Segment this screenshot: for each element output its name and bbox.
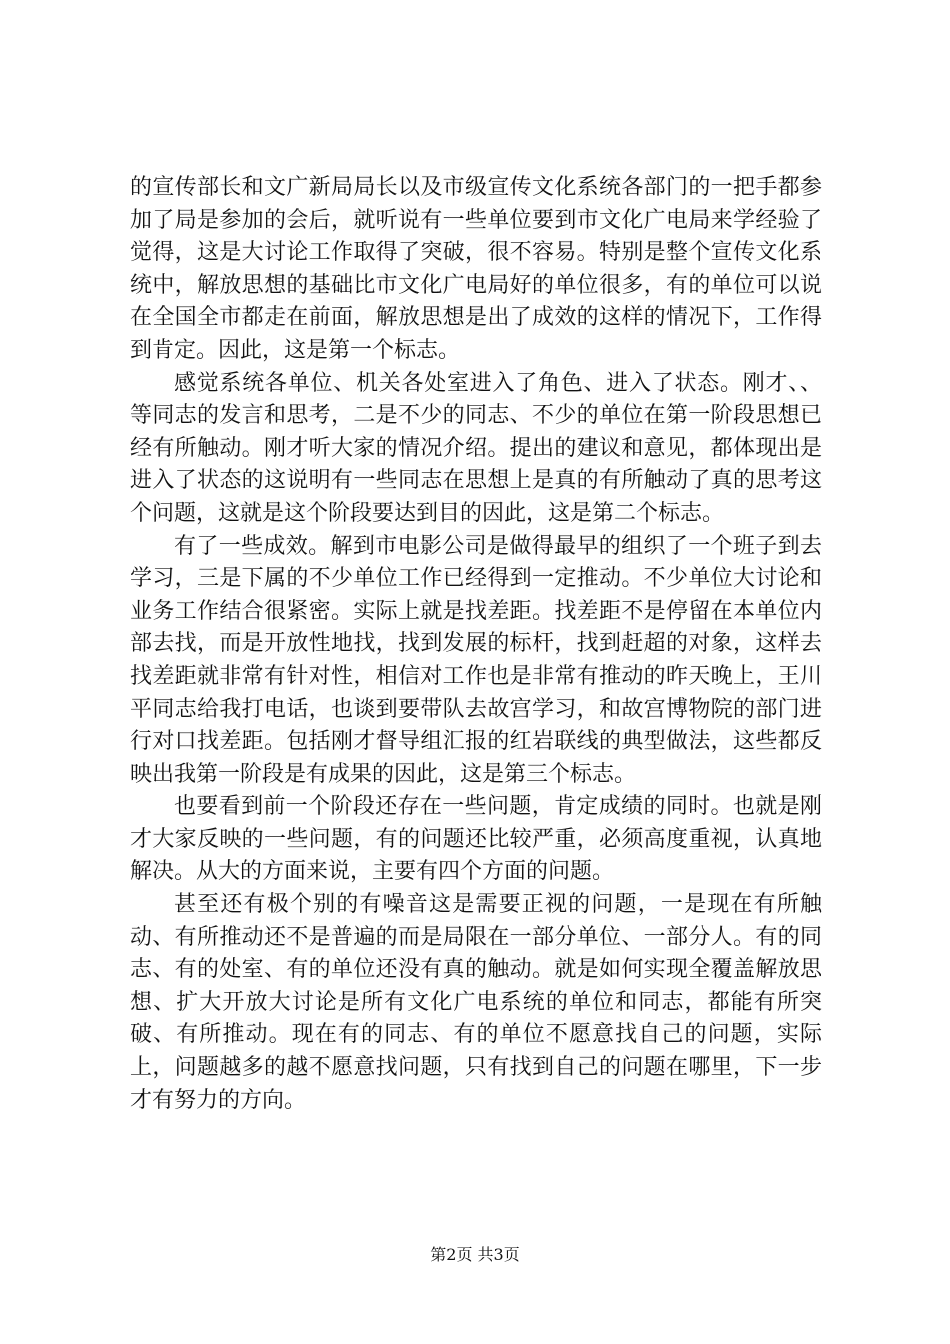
paragraph-4: 也要看到前一个阶段还存在一些问题，肯定成绩的同时。也就是刚才大家反映的一些问题，有的问题还比较严重，必须高度重视，认真地解决。从大的方面来说，主要有四个方面的问题。 — [130, 794, 822, 885]
page-number-footer: 第2页 共3页 — [430, 1245, 520, 1264]
paragraph-3: 有了一些成效。解到市电影公司是做得最早的组织了一个班子到去学习，三是下属的不少单位工作已经得到一定推动。不少单位大讨论和业务工作结合很紧密。实际上就是找差距。找差距不是停留在本单位内部去找，而是开放性地找，找到发展的标杆，找到赶超的对象，这样去找差距就非常有针对性，相信对工作也是非常有推动的昨天晚上，王川平同志给我打电话，也谈到要带队去故宫学习，和故宫博物院的部门进行对口找差距。包括刚才督导组汇报的红岩联线的典型做法，这些都反映出我第一阶段是有成果的因此，这是第三个标志。 — [130, 533, 822, 787]
document-body — [130, 172, 822, 1117]
paragraph-2: 感觉系统各单位、机关各处室进入了角色、进入了状态。刚才、、等同志的发言和思考，二是不少的同志、不少的单位在第一阶段思想已经有所触动。刚才听大家的情况介绍。提出的建议和意见，都体现出是进入了状态的这说明有一些同志在思想上是真的有所触动了真的思考这个问题，这就是这个阶段要达到目的因此，这是第二个标志。 — [130, 370, 822, 526]
paragraph-5: 甚至还有极个别的有噪音这是需要正视的问题，一是现在有所触动、有所推动还不是普遍的而是局限在一部分单位、一部分人。有的同志、有的处室、有的单位还没有真的触动。就是如何实现全覆盖解放思想、扩大开放大讨论是所有文化广电系统的单位和同志，都能有所突破、有所推动。现在有的同志、有的单位不愿意找自己的问题，实际上，问题越多的越不愿意找问题，只有找到自己的问题在哪里，下一步才有努力的方向。 — [130, 892, 822, 1113]
paragraph-1: 的宣传部长和文广新局局长以及市级宣传文化系统各部门的一把手都参加了局是参加的会后，就听说有一些单位要到市文化广电局来学经验了觉得，这是大讨论工作取得了突破，很不容易。特别是整个宣传文化系统中，解放思想的基础比市文化广电局好的单位很多，有的单位可以说在全国全市都走在前面，解放思想是出了成效的这样的情况下，工作得到肯定。因此，这是第一个标志。 — [130, 175, 822, 363]
